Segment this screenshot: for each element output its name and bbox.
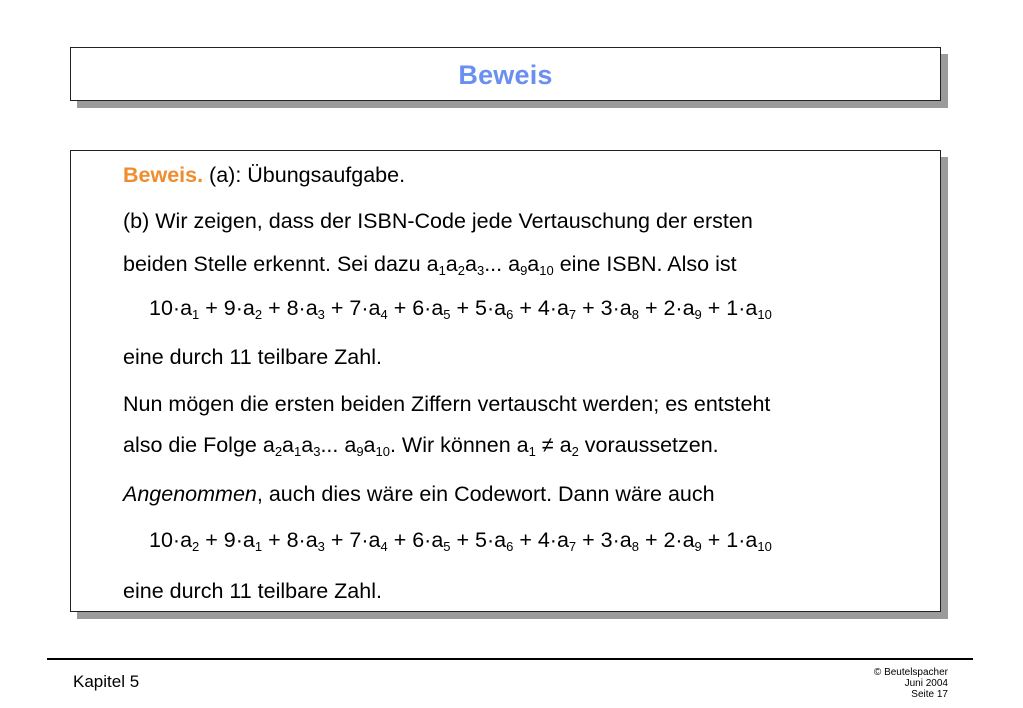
proof-line-8 — [123, 484, 715, 506]
proof-line-6: Nun mögen die ersten beiden Ziffern vertauscht werden; es entsteht — [123, 392, 771, 416]
footer-date: Juni 2004 — [904, 678, 948, 689]
proof-line-2: (b) Wir zeigen, dass der ISBN-Code jede Vertauschung der ersten — [123, 209, 753, 233]
footer-divider — [47, 658, 973, 660]
swapped-sequence: $a_2a_1a_3$... $a_9a_{10}$ — [262, 433, 390, 459]
proof-line-10: eine durch 11 teilbare Zahl. — [123, 579, 382, 603]
isbn-sequence: $a_1a_2a_3$... $a_9a_{10}$ — [426, 252, 554, 278]
footer-info — [874, 667, 948, 700]
proof-label: Beweis. — [123, 163, 204, 187]
proof-line-3-before: beiden Stelle erkennt. Sei dazu — [123, 252, 427, 276]
formula-2: $10\cdot a_2 + 9\cdot a_1 + 8\cdot a_3 + 7\cdot a_4 + 6\cdot a_5 + 5\cdot a_6 + 4\cdot a_7 + 3\cdot a_8 + 2\cdot a_9 + 1\cdot a_{10}$ — [149, 528, 772, 554]
proof-line-7-after: voraussetzen. — [578, 433, 719, 457]
proof-line-7-middle: . Wir können — [389, 433, 517, 457]
proof-line-1-text: (a): Übungsaufgabe. — [203, 163, 406, 187]
footer-chapter: Kapitel 5 — [73, 672, 140, 691]
proof-line-3 — [123, 254, 737, 276]
slide-title: Beweis — [458, 60, 553, 90]
proof-line-3-after: eine ISBN. Also ist — [553, 252, 737, 276]
proof-line-5: eine durch 11 teilbare Zahl. — [123, 345, 382, 369]
proof-line-7 — [123, 435, 719, 457]
inequality: $a_1 \ne a_2$ — [516, 433, 579, 459]
proof-line-8-rest: , auch dies wäre ein Codewort. Dann wäre auch — [256, 482, 715, 506]
proof-line-7-before: also die Folge — [123, 433, 263, 457]
proof-line-8-italic: Angenommen — [123, 482, 257, 506]
content-box — [70, 150, 941, 612]
footer-copyright: © Beutelspacher — [873, 667, 948, 678]
formula-1: $10\cdot a_1 + 9\cdot a_2 + 8\cdot a_3 + 7\cdot a_4 + 6\cdot a_5 + 5\cdot a_6 + 4\cdot a_7 + 3\cdot a_8 + 2\cdot a_9 + 1\cdot a_{10}$ — [149, 296, 772, 322]
footer-page: Seite 17 — [911, 689, 948, 700]
proof-line-1 — [123, 165, 405, 187]
title-box — [70, 47, 941, 101]
